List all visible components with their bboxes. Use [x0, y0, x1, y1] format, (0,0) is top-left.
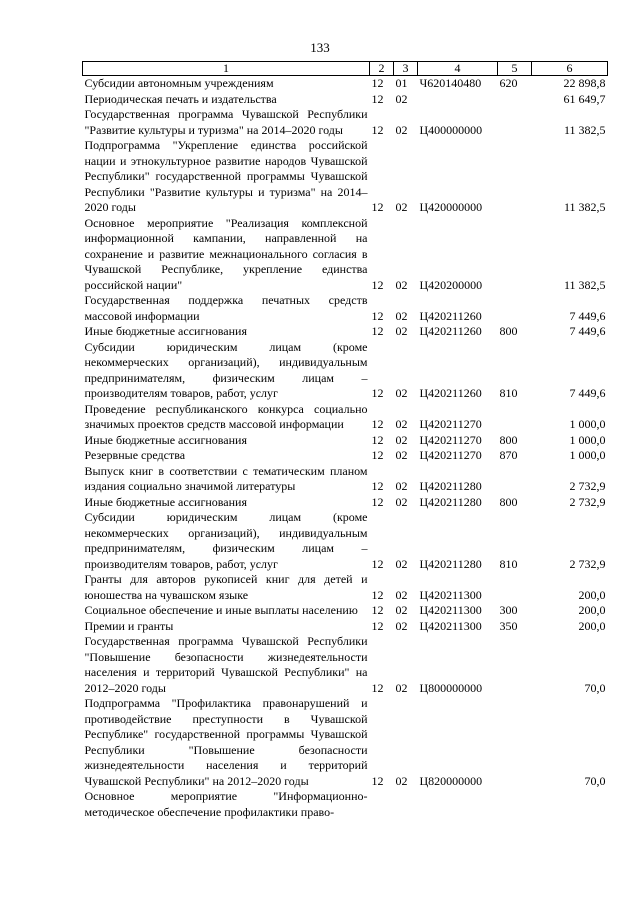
row-expense-type: 620: [499, 76, 518, 90]
row-subsection: 02: [395, 773, 408, 788]
row-expense-type: 800: [499, 494, 518, 509]
row-expense-type: [498, 92, 532, 108]
table-row: [83, 789, 608, 820]
row-target-code: Ц420211260: [419, 386, 482, 400]
row-section: [370, 789, 394, 820]
row-name: Иные бюджетные ассигнования: [84, 324, 247, 338]
header-col-2: 2: [370, 62, 394, 76]
row-target-code: Ц420211280: [419, 479, 482, 493]
row-expense-type: [498, 789, 532, 820]
row-name: Иные бюджетные ассигнования: [84, 432, 247, 447]
row-section: 12: [371, 680, 384, 695]
row-amount: 2 732,9: [569, 479, 606, 493]
table-row: [83, 433, 608, 449]
row-amount: 200,0: [578, 587, 606, 602]
row-name: Субсидии юридическим лицам (кроме некоммерческих организаций), индивидуальным предпринимателям, физическим лицам – производителям товаров, работ, услуг: [84, 339, 368, 400]
row-expense-type: [498, 464, 532, 495]
row-expense-type: 300: [499, 603, 518, 617]
row-section: 12: [371, 556, 384, 571]
table-row: [83, 138, 608, 216]
row-amount: 11 382,5: [563, 200, 606, 214]
row-name: Выпуск книг в соответствии с тематическим планом издания социально значимой литературы: [84, 463, 368, 493]
row-amount: 61 649,7: [563, 91, 606, 106]
header-col-4: 4: [418, 62, 498, 76]
row-amount: 22 898,8: [563, 76, 606, 90]
row-section: 12: [371, 277, 384, 292]
row-subsection: [394, 789, 418, 820]
row-expense-type: 870: [499, 448, 518, 462]
row-name: Основное мероприятие "Реализация комплексной информационной кампании, направленной на сохранение и развитие межнационального согласия в Чувашской Республике, укрепление единства российской нации": [84, 215, 368, 292]
row-expense-type: [498, 138, 532, 216]
row-amount: [532, 789, 608, 820]
row-subsection: 02: [395, 308, 408, 323]
row-amount: 200,0: [578, 603, 606, 617]
row-amount: 70,0: [584, 680, 606, 695]
row-expense-type: [498, 293, 532, 324]
row-target-code: Ц420211270: [419, 448, 482, 462]
row-name: Подпрограмма "Профилактика правонарушений и противодействие преступности в Чувашской Республике" государственной программы Чувашской Республики "Повышение безопасности жизнедеятельности населения и территорий Чувашской Республики" на 2012–2020 годы: [84, 696, 368, 788]
row-amount: 7 449,6: [569, 386, 606, 400]
row-section: 12: [371, 773, 384, 788]
table-row: [83, 448, 608, 464]
row-expense-type: 800: [499, 324, 518, 338]
table-row: [83, 76, 608, 92]
row-expense-type: [498, 402, 532, 433]
row-subsection: 02: [395, 200, 408, 214]
row-expense-type: [498, 572, 532, 603]
row-target-code: Ц420211300: [419, 603, 482, 617]
table-row: [83, 107, 608, 138]
row-amount: 2 732,9: [569, 494, 606, 509]
row-amount: 2 732,9: [569, 556, 606, 571]
row-section: 12: [371, 618, 384, 633]
row-name: Периодическая печать и издательства: [84, 91, 277, 106]
table-row: [83, 324, 608, 340]
row-target-code: [418, 789, 498, 820]
row-section: 12: [371, 494, 384, 509]
row-name: Гранты для авторов рукописей книг для детей и юношества на чувашском языке: [84, 572, 368, 602]
row-target-code: Ц420211300: [419, 587, 482, 602]
row-name: Основное мероприятие "Информационно-методическое обеспечение профилактики право-: [84, 789, 368, 819]
row-target-code: Ц420211280: [419, 494, 482, 509]
table-body: [83, 76, 608, 821]
row-section: 12: [371, 76, 384, 90]
table-row: [83, 495, 608, 511]
row-name: Субсидии автономным учреждениям: [84, 76, 274, 90]
row-section: 12: [371, 386, 384, 400]
row-name: Иные бюджетные ассигнования: [84, 494, 247, 509]
row-target-code: Ц820000000: [419, 773, 483, 788]
table-row: [83, 402, 608, 433]
row-section: 12: [371, 479, 384, 493]
row-subsection: 02: [395, 277, 408, 292]
row-amount: 70,0: [584, 773, 606, 788]
row-target-code: Ц420211280: [419, 556, 482, 571]
row-subsection: 02: [395, 324, 408, 338]
row-section: 12: [371, 448, 384, 462]
row-subsection: 01: [395, 76, 408, 90]
row-expense-type: [498, 634, 532, 696]
row-expense-type: [498, 107, 532, 138]
row-amount: 1 000,0: [569, 417, 606, 431]
header-col-1: 1: [83, 62, 370, 76]
row-subsection: 02: [395, 479, 408, 493]
row-subsection: 02: [395, 603, 408, 617]
row-name: Подпрограмма "Укрепление единства российской нации и этнокультурное развитие народов Чувашской Республики" государственной программы Чувашской Республики "Развитие культуры и туризма" на 2014–2020 годы: [84, 138, 368, 214]
row-name: Государственная поддержка печатных средств массовой информации: [84, 293, 368, 323]
row-name: Премии и гранты: [84, 618, 174, 633]
row-section: 12: [371, 91, 384, 106]
row-name: Субсидии юридическим лицам (кроме некоммерческих организаций), индивидуальным предпринимателям, физическим лицам – производителям товаров, работ, услуг: [84, 510, 368, 571]
row-subsection: 02: [395, 386, 408, 400]
table-row: [83, 619, 608, 635]
row-expense-type: 800: [499, 432, 518, 447]
header-row: [83, 62, 608, 76]
row-section: 12: [371, 308, 384, 323]
row-expense-type: 810: [499, 386, 518, 400]
row-section: 12: [371, 432, 384, 447]
row-section: 12: [371, 122, 384, 137]
page-number: 133: [310, 40, 330, 55]
row-amount: 11 382,5: [563, 122, 606, 137]
row-target-code: Ц420211270: [419, 432, 482, 447]
row-amount: 1 000,0: [569, 432, 606, 447]
row-target-code: Ц420211270: [419, 417, 482, 431]
row-target-code: Ц420200000: [419, 277, 483, 292]
header-col-5: 5: [498, 62, 532, 76]
table-row: [83, 510, 608, 572]
row-subsection: 02: [395, 494, 408, 509]
row-subsection: 02: [395, 680, 408, 695]
row-section: 12: [371, 200, 384, 214]
table-row: [83, 464, 608, 495]
row-section: 12: [371, 324, 384, 338]
row-subsection: 02: [395, 122, 408, 137]
table-row: [83, 634, 608, 696]
row-section: 12: [371, 417, 384, 431]
row-subsection: 02: [395, 618, 408, 633]
row-target-code: Ч620140480: [419, 76, 482, 90]
table-row: [83, 696, 608, 789]
table-row: [83, 572, 608, 603]
row-name: Резервные средства: [84, 448, 186, 462]
row-subsection: 02: [395, 587, 408, 602]
budget-table: [82, 61, 608, 820]
row-amount: 7 449,6: [569, 324, 606, 338]
row-subsection: 02: [395, 417, 408, 431]
row-expense-type: 810: [499, 556, 518, 571]
header-col-3: 3: [394, 62, 418, 76]
row-name: Государственная программа Чувашской Республики "Повышение безопасности жизнедеятельности населения и территорий Чувашской Республики" на 2012–2020 годы: [84, 634, 368, 695]
header-col-6: 6: [532, 62, 608, 76]
row-target-code: Ц420211260: [419, 308, 482, 323]
table-row: [83, 603, 608, 619]
row-subsection: 02: [395, 556, 408, 571]
row-name: Проведение республиканского конкурса социально значимых проектов средств массовой информации: [84, 401, 368, 431]
row-section: 12: [371, 603, 384, 617]
row-subsection: 02: [395, 91, 408, 106]
row-amount: 11 382,5: [563, 277, 606, 292]
row-target-code: Ц400000000: [419, 122, 483, 137]
table-row: [83, 340, 608, 402]
table-row: [83, 293, 608, 324]
row-section: 12: [371, 587, 384, 602]
table-row: [83, 216, 608, 294]
row-target-code: Ц800000000: [419, 680, 483, 695]
table-row: [83, 92, 608, 108]
row-expense-type: [498, 696, 532, 789]
row-name: Социальное обеспечение и иные выплаты населению: [84, 603, 358, 617]
row-target-code: [418, 92, 498, 108]
row-target-code: Ц420000000: [419, 200, 483, 214]
table-header: [83, 62, 608, 76]
row-expense-type: 350: [499, 618, 518, 633]
row-amount: 200,0: [578, 618, 606, 633]
row-subsection: 02: [395, 432, 408, 447]
row-target-code: Ц420211300: [419, 618, 482, 633]
row-target-code: Ц420211260: [419, 324, 482, 338]
row-amount: 7 449,6: [569, 308, 606, 323]
row-name: Государственная программа Чувашской Республики "Развитие культуры и туризма" на 2014–2020 годы: [84, 107, 368, 137]
row-subsection: 02: [395, 448, 408, 462]
row-expense-type: [498, 216, 532, 294]
row-amount: 1 000,0: [569, 448, 606, 462]
